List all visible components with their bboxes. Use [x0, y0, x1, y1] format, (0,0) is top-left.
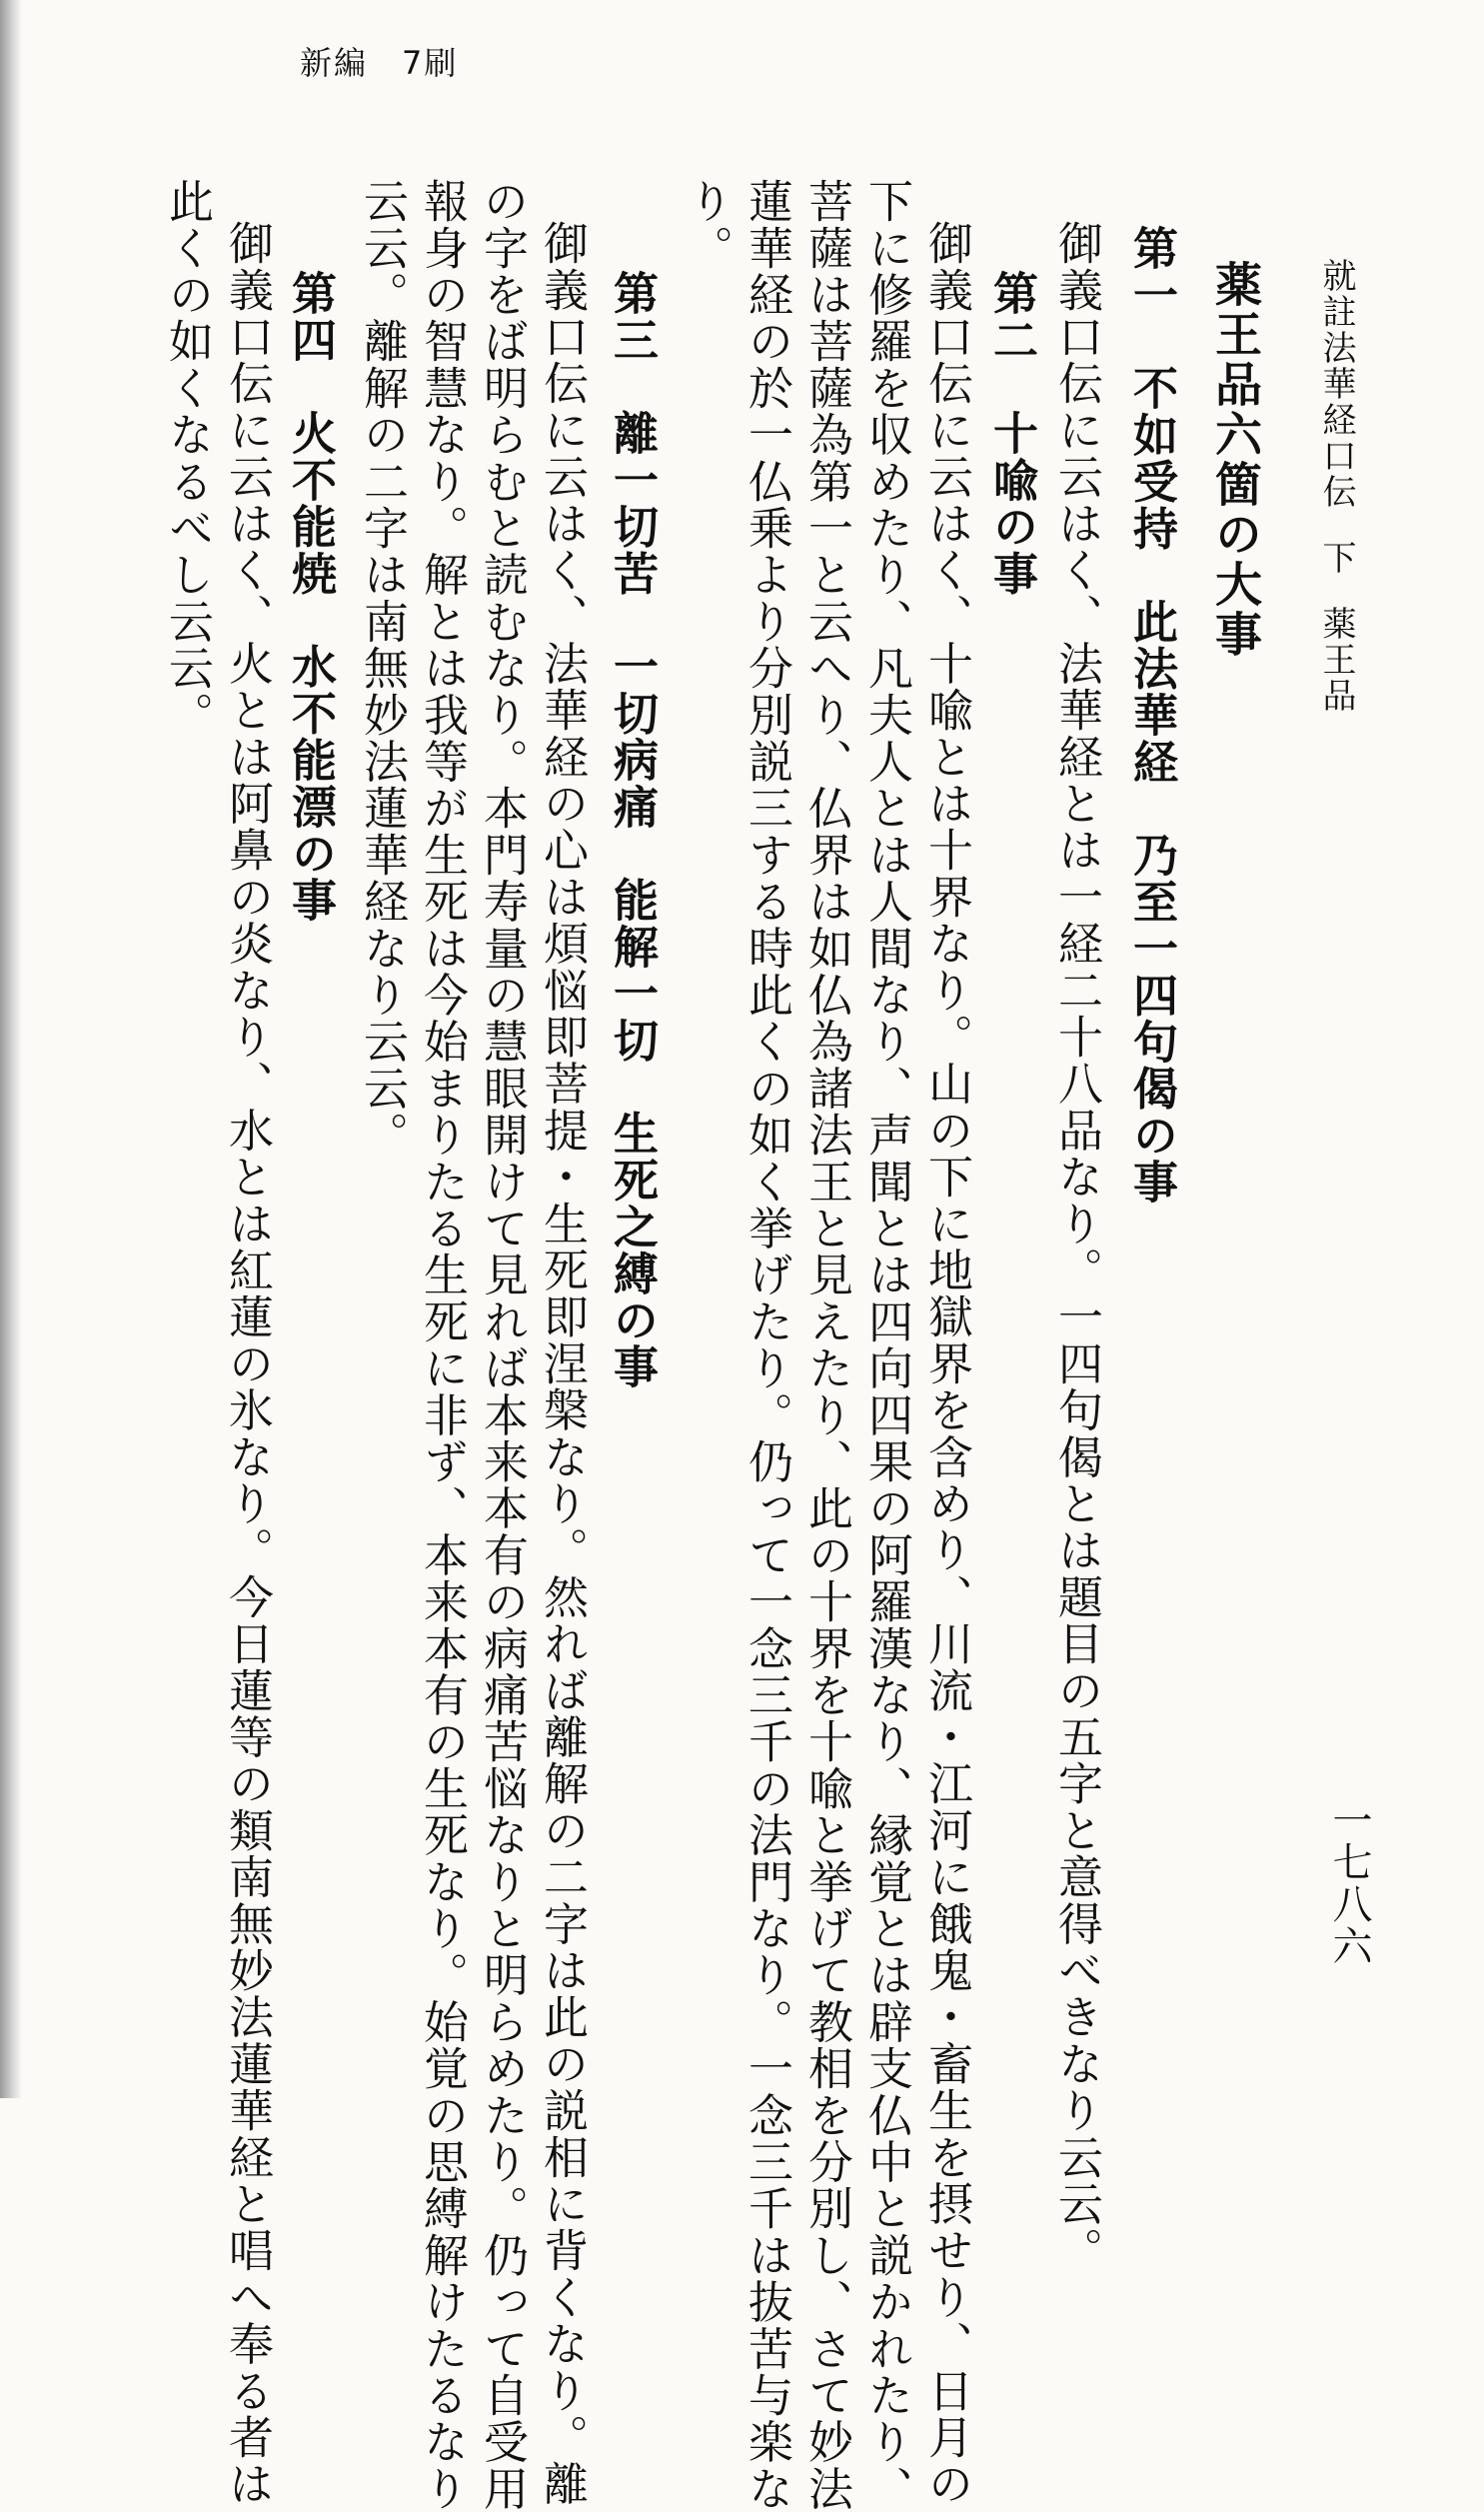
header-volume: 下: [1316, 540, 1356, 576]
section-heading-2: 第二 十喩の事: [985, 270, 1038, 597]
body-text-column: 御義口伝に云はく、火とは阿鼻の炎なり、水とは紅蓮の氷なり。今日蓮等の類南無妙法蓮華経と唱へ奉る者は: [221, 220, 274, 2508]
section-heading-1: 第一 不如受持 此法華経 乃至一四句偈の事: [1125, 225, 1178, 1206]
body-text-column: 此くの如くなるべし云云。: [161, 178, 214, 739]
body-text-column: 菩薩は菩薩為第一と云へり、仏界は如仏為諸法王と見えたり、此の十界を十喩と挙げて教相を分別し、さて妙法: [800, 178, 853, 2512]
body-text-column: 御義口伝に云はく、十喩とは十界なり。山の下に地獄界を含めり、川流・江河に餓鬼・畜生を摂せり、日月の: [920, 220, 973, 2508]
edition-stamp: 新編 7刷: [300, 44, 459, 82]
page-number: 一七八六: [1326, 1799, 1372, 1967]
header-chapter: 薬王品: [1316, 606, 1356, 714]
body-text-column: 蓮華経の於一仏乗より分別説三する時此くの如く挙げたり。仍って一念三千の法門なり。一念三千は抜苦与楽な: [741, 178, 793, 2512]
body-text-column: 御義口伝に云はく、法華経の心は煩悩即菩提・生死即涅槃なり。然れば離解の二字は此の説相に背くなり。離: [536, 220, 589, 2508]
body-text-column: 下に修羅を収めたり、凡夫人とは人間なり、声聞とは四向四果の阿羅漢なり、縁覚とは辟支仏中と説かれたり、: [860, 178, 913, 2512]
body-text-column: 云云。離解の二字は南無妙法蓮華経なり云云。: [356, 178, 409, 1159]
body-text-column: 報身の智慧なり。解とは我等が生死は今始まりたる生死に非ず、本来本有の生死なり。始覚の思縛解けたるなり: [416, 178, 469, 2512]
running-header: [1316, 258, 1356, 714]
body-text-column: の字をば明らむと読むなり。本門寿量の慧眼開けて見れば本来本有の病痛苦悩なりと明らめたり。仍って自受用: [476, 178, 529, 2512]
body-text-column: り。: [681, 178, 734, 272]
header-book-title: 就註法華経口伝: [1316, 258, 1356, 510]
chapter-title: 薬王品六箇の大事: [1207, 260, 1262, 660]
page-gutter-shadow: [0, 0, 22, 2098]
section-heading-4: 第四 火不能焼 水不能漂の事: [284, 270, 337, 924]
body-text-column: 御義口伝に云はく、法華経とは一経二十八品なり。一四句偈とは題目の五字と意得べきなり云云。: [1050, 220, 1103, 2274]
section-heading-3: 第三 離一切苦 一切病痛 能解一切 生死之縛の事: [606, 270, 659, 1390]
